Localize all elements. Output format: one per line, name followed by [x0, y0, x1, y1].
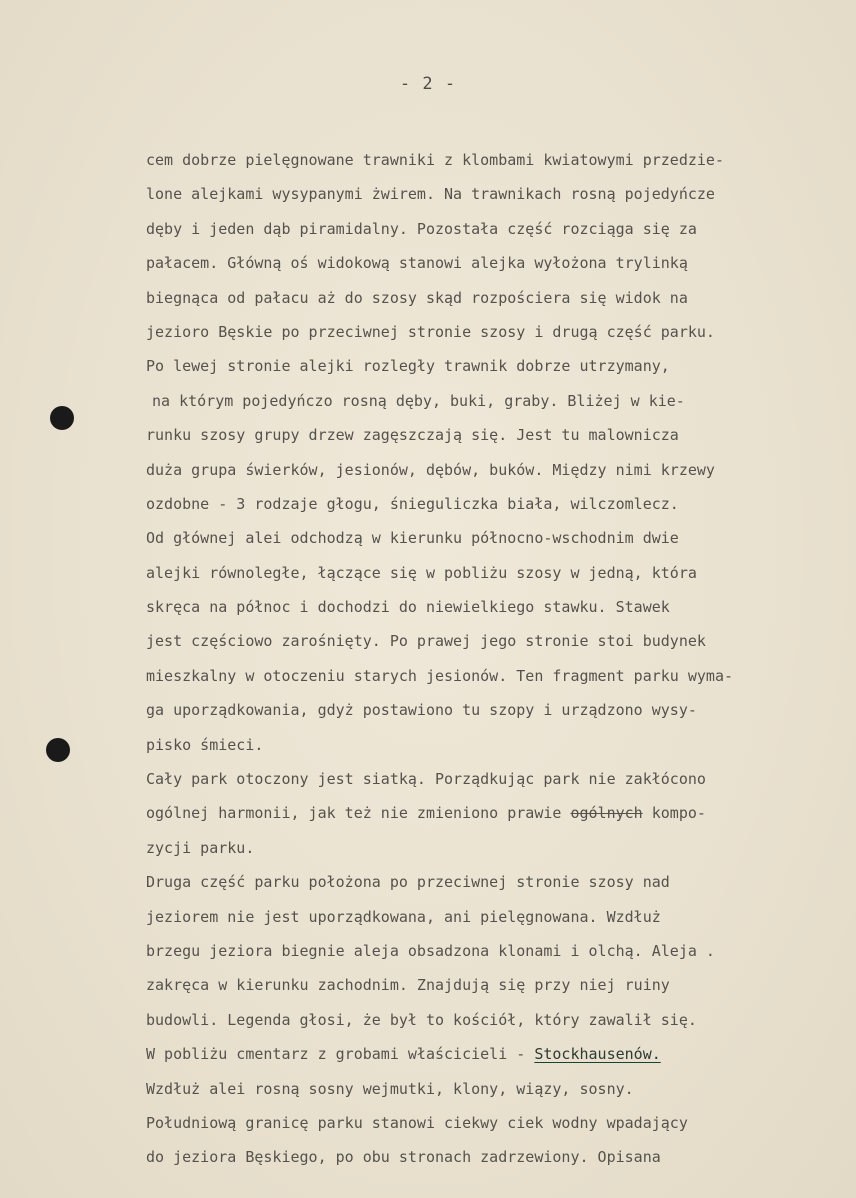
text-line-with-underline [146, 1037, 846, 1071]
text-line: jezioro Bęskie po przeciwnej stronie szosy i drugą część parku. [146, 322, 715, 341]
text-line: Druga część parku położona po przeciwnej stronie szosy nad [146, 873, 670, 892]
text-line: jest częściowo zarośnięty. Po prawej jego stronie stoi budynek [146, 632, 706, 651]
text-line: pałacem. Główną oś widokową stanowi alejka wyłożona trylinką [146, 254, 688, 273]
underlined-name: Stockhausenów. [534, 1045, 661, 1064]
text-line: do jeziora Bęskiego, po obu stronach zadrzewiony. Opisana [146, 1148, 661, 1167]
text-line: Południową granicę parku stanowi ciekwy ciek wodny wpadający [146, 1113, 688, 1132]
text-line: alejki równoległe, łączące się w pobliżu szosy w jedną, która [146, 563, 697, 582]
text-line: ga uporządkowania, gdyż postawiono tu szopy i urządzono wysy- [146, 701, 697, 720]
text-line: zycji parku. [146, 838, 255, 857]
punch-hole-lower [46, 738, 70, 762]
text-line-with-correction [146, 796, 846, 830]
text-line: Od głównej alei odchodzą w kierunku północno-wschodnim dwie [146, 529, 679, 548]
text-line: runku szosy grupy drzew zagęszczają się. Jest tu malownicza [146, 426, 679, 445]
text-line: budowli. Legenda głosi, że był to kościół, który zawalił się. [146, 1010, 697, 1029]
text-line: brzegu jeziora biegnie aleja obsadzona klonami i olchą. Aleja . [146, 941, 715, 960]
typewritten-body [146, 143, 846, 1175]
punch-hole-upper [50, 406, 74, 430]
text-segment: W pobliżu cmentarz z grobami właścicieli - [146, 1045, 535, 1064]
text-line: dęby i jeden dąb piramidalny. Pozostała część rozciąga się za [146, 219, 697, 238]
text-line: na którym pojedyńczo rosną dęby, buki, graby. Bliżej w kie- [152, 391, 685, 410]
text-line: pisko śmieci. [146, 735, 264, 754]
text-line: skręca na północ i dochodzi do niewielkiego stawku. Stawek [146, 598, 670, 617]
text-line: ozdobne - 3 rodzaje głogu, śnieguliczka biała, wilczomlecz. [146, 494, 679, 513]
text-line: zakręca w kierunku zachodnim. Znajdują się przy niej ruiny [146, 976, 670, 995]
text-line: Wzdłuż alei rosną sosny wejmutki, klony, wiązy, sosny. [146, 1079, 634, 1098]
text-line: cem dobrze pielęgnowane trawniki z klombami kwiatowymi przedzie- [146, 151, 724, 169]
text-line: Cały park otoczony jest siatką. Porządkując park nie zakłócono [146, 770, 706, 789]
text-line: Po lewej stronie alejki rozległy trawnik dobrze utrzymany, [146, 357, 670, 376]
page-number: - 2 - [399, 74, 457, 94]
text-segment: ogólnej harmonii, jak też nie zmieniono prawie [146, 804, 562, 823]
struck-out-word: ogólnych [570, 804, 643, 823]
text-line: duża grupa świerków, jesionów, dębów, buków. Między nimi krzewy [146, 460, 715, 479]
text-line: mieszkalny w otoczeniu starych jesionów. Ten fragment parku wyma- [146, 666, 733, 685]
text-line: lone alejkami wysypanymi żwirem. Na trawnikach rosną pojedyńcze [146, 185, 715, 204]
text-segment: kompo- [642, 804, 706, 823]
text-line: biegnąca od pałacu aż do szosy skąd rozpościera się widok na [146, 288, 688, 307]
text-line: jeziorem nie jest uporządkowana, ani pielęgnowana. Wzdłuż [146, 907, 661, 926]
